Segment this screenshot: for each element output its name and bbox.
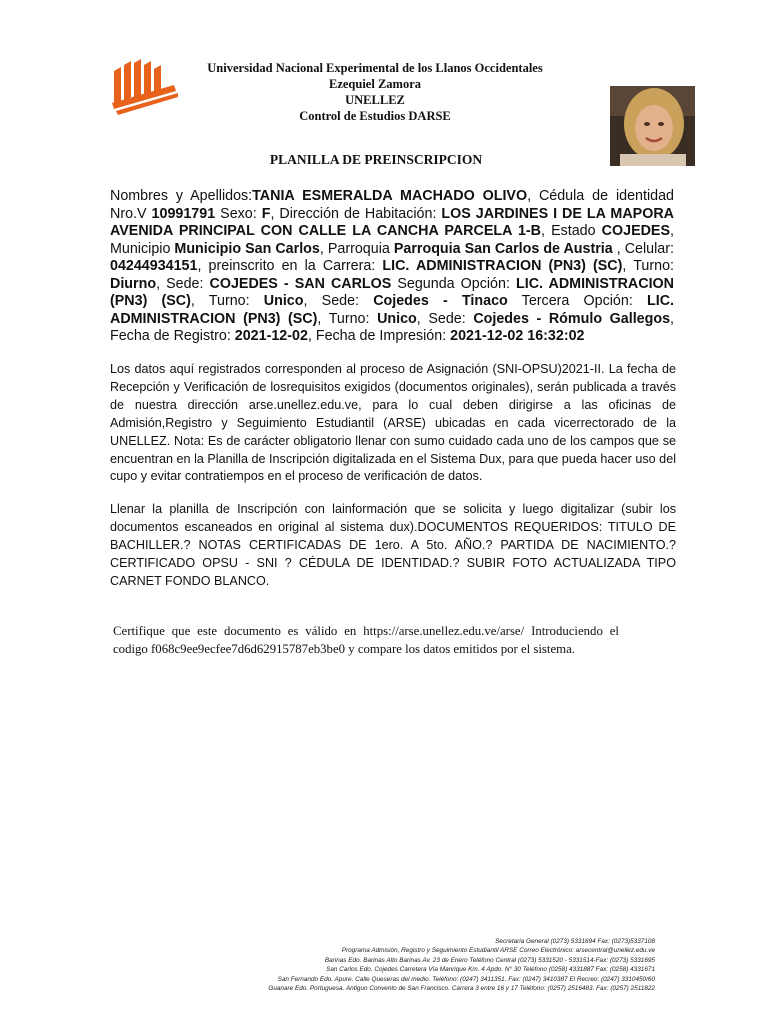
- text-segment: , Turno:: [622, 258, 674, 274]
- career-first-option: LIC. ADMINISTRACION (PN3) (SC): [382, 258, 623, 274]
- address-value: LOS JARDINES I DE LA MAPORA AVENIDA PRINCIPAL CON CALLE LA CANCHA PARCELA 1-B: [110, 205, 674, 239]
- footer-line: Secretaria General (0273) 5331694 Fax: (0273)5337108: [495, 938, 655, 945]
- page-title: PLANILLA DE PREINSCRIPCION: [269, 152, 483, 167]
- text-segment: , Fecha de Impresión:: [307, 328, 451, 344]
- print-date: 2021-12-02 16:32:02: [450, 328, 585, 344]
- header-control: Control de Estudios DARSE: [299, 109, 451, 123]
- footer-line: San Fernando Edo. Apure. Calle Queseras del medio. Teléfono: (0247) 3411351. Fax: (0247) 3410387 El Recreo: (0247) 3310450/60: [277, 975, 655, 983]
- certification-note: Certifique que este documento es válido en https://arse.unellez.edu.ve/arse/ Introduciendo el codigo f068c9ee9ecfee7d6d62915787eb3be0 y compare los datos emitidos por el sistema.: [113, 624, 619, 656]
- phone-value: 04244934151: [110, 258, 198, 274]
- header-ezequiel: Ezequiel Zamora: [328, 77, 421, 91]
- text-segment: , Turno:: [317, 310, 378, 327]
- institution-header: [180, 60, 570, 124]
- text-segment: , Parroquia: [319, 240, 394, 257]
- campus-second-option: Cojedes - Tinaco: [373, 293, 508, 309]
- career-second-option: LIC. ADMINISTRACION (PN3) (SC): [110, 275, 674, 309]
- campus-first-option: COJEDES - SAN CARLOS: [209, 275, 392, 292]
- info-paragraph: Los datos aquí registrados corresponden al proceso de Asignación (SNI-OPSU)2021-II. La fecha de Recepción y Verificación de losrequisitos exigidos (documentos originales), serán publicada a través de nuestra dirección arse.unellez.edu.ve, para lo cual deben dirigirse a las oficinas de Admisión,Registro y Seguimiento Estudiantil (ARSE) ubicadas en cada vicerrectorado de la UNELLEZ. Nota: Es de carácter obligatorio llenar con sumo cuidado cada uno de los campos que se encuentran en la Planilla de Inscripción digitalizada en el Sistema Dux, para que pueda hacer uso del cupo y evitar contratiempos en el proceso de verificación de datos.: [110, 362, 676, 484]
- text-segment: Segunda Opción:: [391, 275, 516, 292]
- student-name: TANIA ESMERALDA MACHADO OLIVO: [252, 188, 528, 204]
- text-segment: , Celular:: [612, 240, 674, 257]
- text-segment: Sexo:: [215, 205, 262, 222]
- footer-line: Barinas Edo. Barinas Alto Barinas Av. 23 de Enero Teléfono Central (0273) 5331520 - 5331514-Fax: (0273) 5331695: [324, 956, 655, 964]
- text-segment: , Sede:: [303, 293, 374, 309]
- shift-first-option: Diurno: [110, 275, 157, 292]
- shift-third-option: Unico: [377, 310, 417, 327]
- registration-details: [110, 188, 674, 346]
- text-segment: , Estado: [541, 223, 602, 239]
- id-number: 10991791: [151, 205, 216, 222]
- text-segment: Nombres y Apellidos:: [110, 188, 253, 204]
- header-university: Universidad Nacional Experimental de los Llanos Occidentales: [207, 61, 543, 75]
- career-third-option: LIC. ADMINISTRACION (PN3) (SC): [110, 293, 675, 327]
- unellez-logo: [110, 57, 180, 115]
- footer-line: Programa Admisión, Registro y Seguimiento Estudiantil ARSE Correo Electrónico: arsecentral@unellez.edu.ve: [341, 947, 655, 955]
- registration-date: 2021-12-02: [234, 328, 308, 344]
- municipality-value: Municipio San Carlos: [174, 240, 320, 257]
- campus-third-option: Cojedes - Rómulo Gallegos: [473, 310, 671, 327]
- text-segment: , Sede:: [416, 310, 474, 327]
- text-segment: Tercera Opción:: [507, 293, 647, 309]
- footer-line: San Carlos Edo. Cojedes Carretera Vía Manrique Km. 4 Apdo. N° 30 Teléfono (0258) 4331887 Fax: (0258) 4331671: [326, 966, 655, 974]
- text-segment: , Municipio: [110, 223, 674, 257]
- text-segment: , Dirección de Habitación:: [270, 205, 442, 222]
- state-value: COJEDES: [601, 223, 671, 239]
- text-segment: , Turno:: [190, 293, 264, 309]
- text-segment: , Cédula de identidad Nro.V: [110, 188, 674, 222]
- header-unellez: UNELLEZ: [345, 93, 405, 107]
- shift-second-option: Unico: [263, 293, 304, 309]
- sex-value: F: [261, 205, 271, 222]
- text-segment: , Sede:: [156, 275, 210, 292]
- parish-value: Parroquia San Carlos de Austria: [393, 240, 613, 257]
- contact-footer: [135, 937, 655, 993]
- requirements-paragraph: Llenar la planilla de Inscripción con lainformación que se solicita y luego digitalizar (subir los documentos escaneados en original al sistema dux).DOCUMENTOS REQUERIDOS: TITULO DE BACHILLER.? NOTAS CERTIFICADAS DE 1ero. A 5to. AÑO.? PARTIDA DE NACIMIENTO.? CERTIFICADO OPSU - SNI ? CÉDULA DE IDENTIDAD.? SUBIR FOTO ACTUALIZADA TIPO CARNET FONDO BLANCO.: [110, 502, 676, 588]
- text-segment: , Fecha de Registro:: [110, 310, 675, 344]
- text-segment: , preinscrito en la Carrera:: [197, 258, 383, 274]
- footer-line: Guanare Edo. Portuguesa. Antiguo Convento de San Francisco. Carrera 3 entre 16 y 17 Teléfono: (0257) 2516483. Fax: (0257) 2511822: [268, 985, 655, 993]
